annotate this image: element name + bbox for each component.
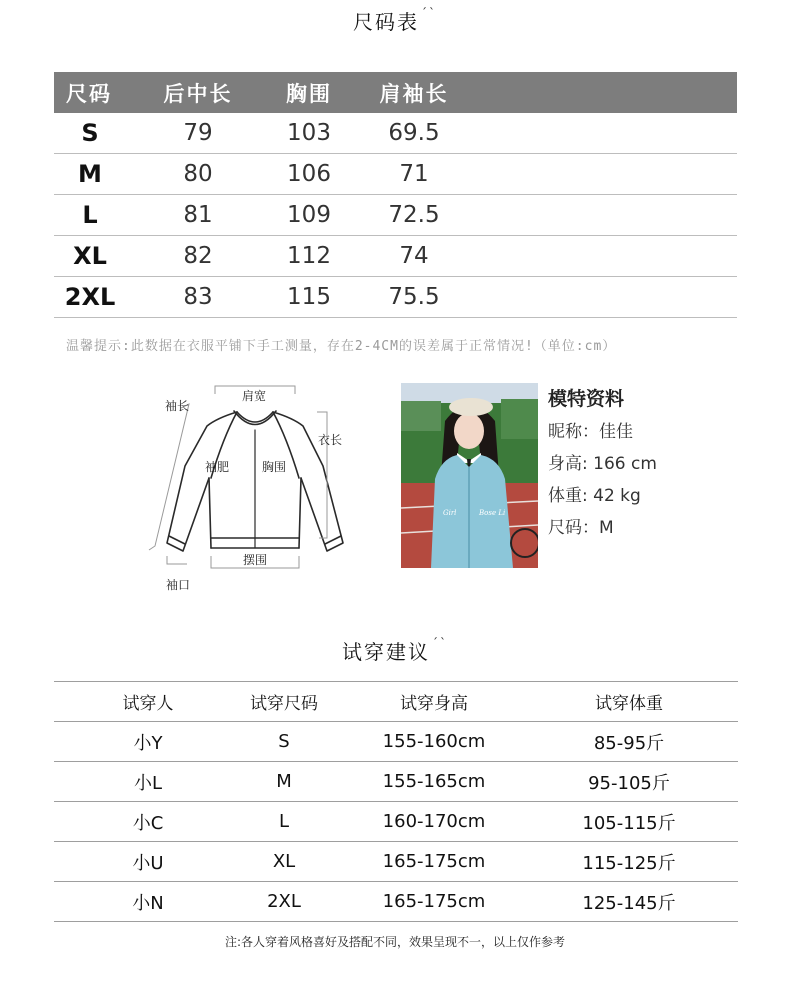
tester-cell: 小Y bbox=[133, 732, 163, 754]
shoulder-sleeve-cell: 72.5 bbox=[388, 202, 440, 228]
weight-cell: 125-145斤 bbox=[582, 892, 676, 914]
height-cell: 155-160cm bbox=[382, 731, 486, 752]
size-cell: L bbox=[82, 201, 98, 229]
size-cell: L bbox=[278, 811, 290, 832]
tester-cell: 小U bbox=[132, 852, 164, 874]
table-row bbox=[54, 236, 737, 277]
model-photo-image bbox=[401, 383, 538, 568]
jacket-print-right: Bose Li bbox=[479, 509, 506, 517]
tick-mark-icon: ˊˋ bbox=[432, 636, 448, 650]
model-size: 尺码：M bbox=[548, 518, 614, 538]
size-table-header bbox=[54, 72, 737, 113]
label-body-length: 衣长 bbox=[318, 433, 343, 447]
chest-cell: 103 bbox=[287, 120, 331, 146]
model-photo bbox=[401, 383, 538, 568]
table-row bbox=[54, 154, 737, 195]
header-try-height: 试穿身高 bbox=[400, 694, 468, 714]
model-weight: 体重: 42 kg bbox=[548, 486, 641, 506]
tester-cell: 小L bbox=[133, 772, 163, 794]
back-length-cell: 82 bbox=[183, 243, 213, 269]
weight-cell: 85-95斤 bbox=[593, 732, 665, 754]
chest-cell: 115 bbox=[287, 284, 331, 310]
height-cell: 160-170cm bbox=[382, 811, 486, 832]
back-length-cell: 80 bbox=[183, 161, 213, 187]
header-size: 尺码 bbox=[66, 81, 112, 106]
header-tester: 试穿人 bbox=[122, 694, 174, 714]
size-chart-title-text: 尺码表 bbox=[353, 10, 419, 34]
size-cell: M bbox=[78, 160, 102, 188]
weight-cell: 95-105斤 bbox=[588, 772, 670, 794]
header-shoulder-sleeve: 肩袖长 bbox=[379, 81, 449, 106]
size-cell: S bbox=[81, 119, 99, 147]
back-length-cell: 83 bbox=[183, 284, 213, 310]
height-cell: 165-175cm bbox=[382, 851, 486, 872]
measurement-note: 温馨提示:此数据在衣服平铺下手工测量，存在2-4CM的误差属于正常情况!（单位:cm） bbox=[66, 339, 617, 354]
label-sleeve-length: 袖长 bbox=[165, 399, 190, 413]
fitting-table-header bbox=[54, 682, 738, 722]
shoulder-sleeve-cell: 69.5 bbox=[388, 120, 440, 146]
chest-cell: 112 bbox=[287, 243, 331, 269]
jacket-print-left: Girl bbox=[443, 509, 457, 517]
tester-cell: 小C bbox=[132, 812, 164, 834]
height-cell: 155-165cm bbox=[382, 771, 486, 792]
model-height: 身高: 166 cm bbox=[548, 454, 657, 474]
weight-cell: 105-115斤 bbox=[582, 812, 676, 834]
label-hem: 摆围 bbox=[243, 553, 268, 567]
garment-diagram bbox=[145, 378, 365, 593]
back-length-cell: 81 bbox=[183, 202, 213, 228]
label-sleeve-width: 袖肥 bbox=[205, 460, 230, 474]
shoulder-sleeve-cell: 75.5 bbox=[388, 284, 440, 310]
label-chest: 胸围 bbox=[262, 460, 287, 474]
table-row bbox=[54, 722, 738, 762]
height-cell: 165-175cm bbox=[382, 891, 486, 912]
table-row bbox=[54, 842, 738, 882]
size-cell: XL bbox=[272, 851, 296, 872]
fitting-table bbox=[54, 681, 738, 922]
table-row bbox=[54, 195, 737, 236]
model-nickname: 昵称：佳佳 bbox=[548, 422, 633, 442]
weight-cell: 115-125斤 bbox=[582, 852, 676, 874]
table-row bbox=[54, 277, 737, 318]
table-row bbox=[54, 802, 738, 842]
fitting-title bbox=[0, 636, 790, 665]
size-cell: 2XL bbox=[267, 891, 301, 912]
size-table bbox=[54, 72, 737, 318]
shoulder-sleeve-cell: 71 bbox=[399, 161, 429, 187]
label-shoulder-width: 肩宽 bbox=[242, 389, 267, 403]
header-chest: 胸围 bbox=[286, 81, 332, 106]
header-try-weight: 试穿体重 bbox=[595, 694, 663, 714]
back-length-cell: 79 bbox=[183, 120, 213, 146]
table-row bbox=[54, 113, 737, 154]
size-cell: XL bbox=[73, 242, 107, 270]
size-cell: S bbox=[278, 731, 290, 752]
header-back-length: 后中长 bbox=[163, 81, 233, 106]
tester-cell: 小N bbox=[132, 892, 164, 914]
table-row bbox=[54, 762, 738, 802]
fitting-note: 注:各人穿着风格喜好及搭配不同，效果呈现不一，以上仅作参考 bbox=[224, 935, 566, 949]
size-chart-title bbox=[0, 6, 790, 35]
size-cell: 2XL bbox=[64, 283, 116, 311]
label-cuff: 袖口 bbox=[166, 578, 191, 592]
size-cell: M bbox=[276, 771, 292, 792]
shoulder-sleeve-cell: 74 bbox=[399, 243, 429, 269]
header-try-size: 试穿尺码 bbox=[250, 694, 318, 714]
fitting-title-text: 试穿建议 bbox=[342, 640, 430, 664]
tick-mark-icon: ˊˋ bbox=[421, 6, 437, 20]
model-info bbox=[548, 384, 748, 539]
table-row bbox=[54, 882, 738, 922]
chest-cell: 109 bbox=[287, 202, 331, 228]
chest-cell: 106 bbox=[287, 161, 331, 187]
model-info-title: 模特资料 bbox=[548, 388, 625, 410]
